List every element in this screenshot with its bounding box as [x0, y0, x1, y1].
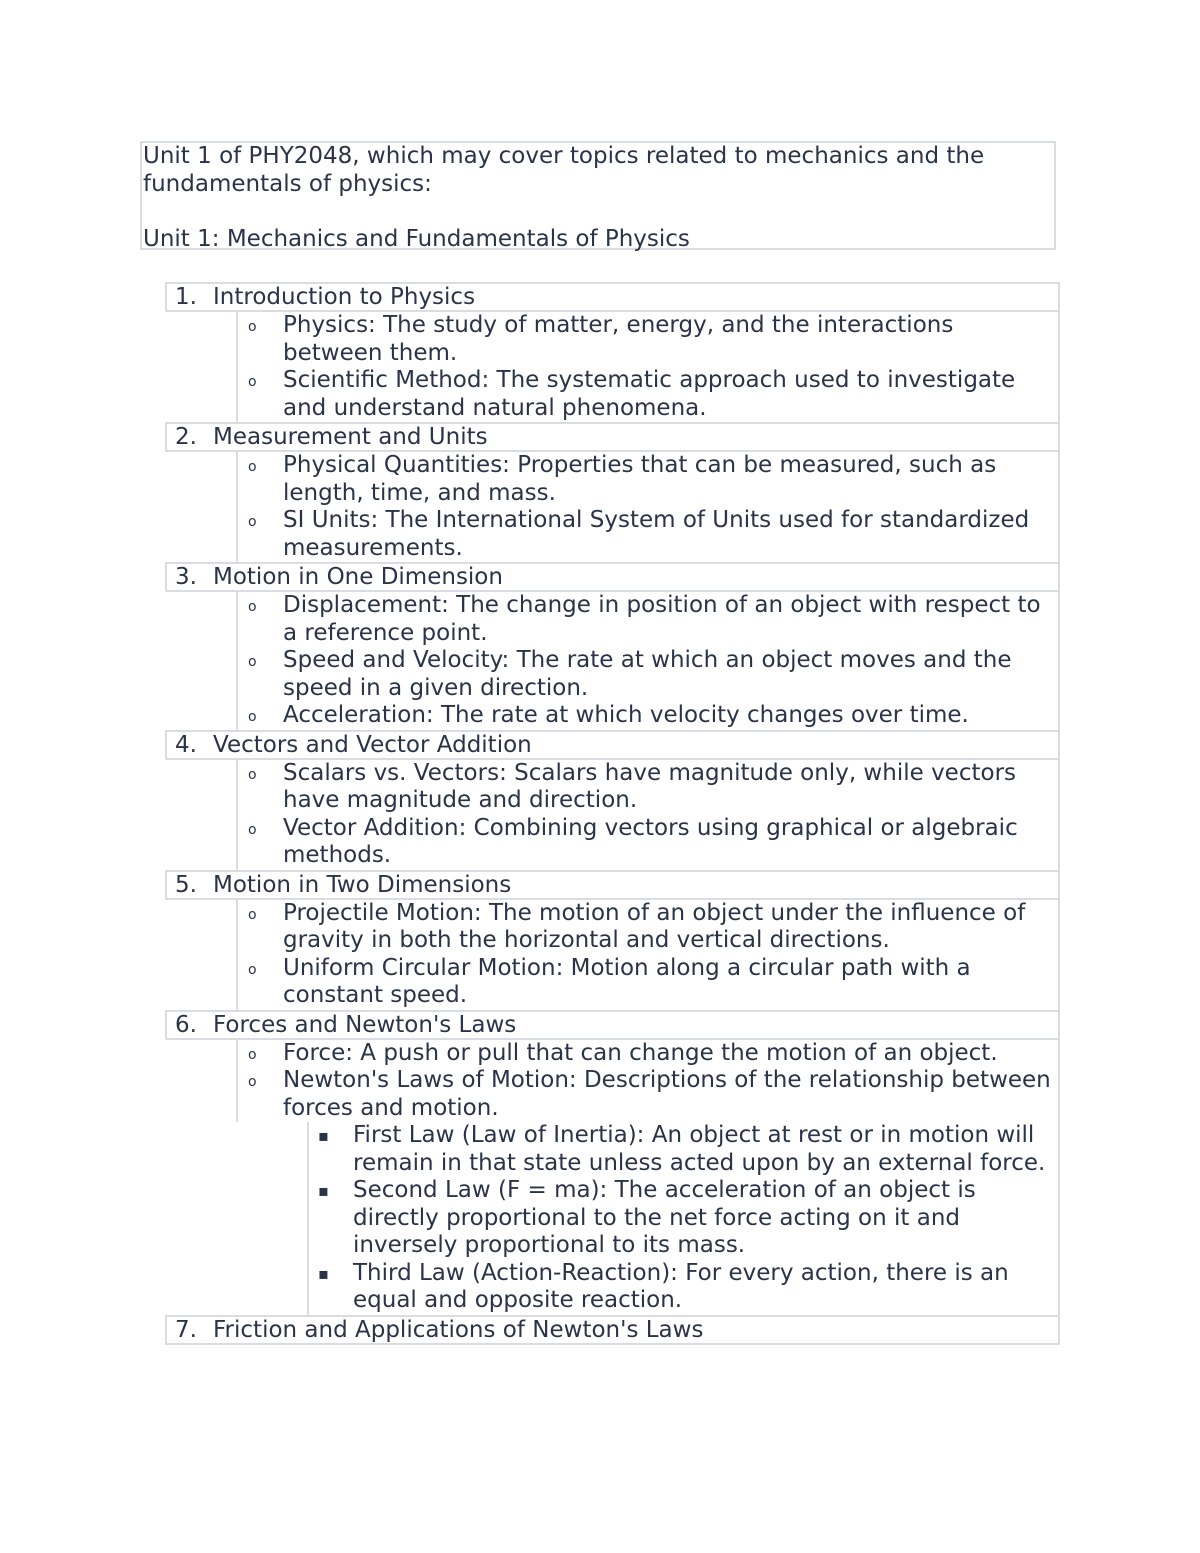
circle-bullet-icon: o: [248, 1046, 257, 1063]
topic-items: [236, 312, 1060, 422]
list-item: o Physical Quantities: Properties that can be measured, such as length, time, and mass.: [248, 452, 997, 506]
intro-box: [140, 141, 1056, 250]
topic-title: Motion in One Dimension: [213, 564, 503, 590]
topic-number: 7.: [175, 1316, 197, 1343]
square-bullet-icon: ▪: [318, 1263, 329, 1283]
topic-items: [236, 900, 1060, 1010]
list-item: o Force: A push or pull that can change the motion of an object.: [248, 1039, 998, 1066]
topic-items: [236, 1040, 1060, 1123]
topic-title: Measurement and Units: [213, 424, 488, 450]
circle-bullet-icon: o: [248, 374, 257, 390]
list-item: ▪ Third Law (Action-Reaction): For every action, there is an equal and opposite reaction.: [318, 1259, 1009, 1313]
list-item: o Scalars vs. Vectors: Scalars have magnitude only, while vectors have magnitude and direction.: [248, 759, 1017, 813]
topic-list: [165, 282, 1060, 1345]
topic-items: [236, 760, 1060, 870]
topic-items: [236, 452, 1060, 562]
square-bullet-icon: ▪: [318, 1126, 329, 1145]
topic-number: 1.: [175, 284, 197, 310]
list-item: o Speed and Velocity: The rate at which an object moves and the speed in a given direction.: [248, 647, 1012, 701]
circle-bullet-icon: o: [248, 961, 257, 978]
list-item: o Scientific Method: The systematic approach used to investigate and understand natural phenomena.: [248, 367, 1016, 421]
square-bullet-icon: ▪: [318, 1181, 329, 1200]
circle-bullet-icon: o: [248, 319, 257, 335]
topic-title: Forces and Newton's Laws: [213, 1011, 517, 1038]
topic-title: Motion in Two Dimensions: [213, 871, 512, 898]
circle-bullet-icon: o: [248, 766, 257, 783]
list-item: ▪ First Law (Law of Inertia): An object at rest or in motion will remain in that state unless acted upon by an external force.: [318, 1122, 1046, 1176]
circle-bullet-icon: o: [248, 654, 257, 670]
list-item: ▪ Second Law (F = ma): The acceleration of an object is directly proportional to the net force acting on it and inversely proportional to its mass.: [318, 1177, 976, 1258]
topic-title: Vectors and Vector Addition: [213, 731, 532, 758]
circle-bullet-icon: o: [248, 514, 257, 530]
newton-laws-list: [307, 1122, 1060, 1315]
topic-heading: [165, 870, 1060, 900]
list-item: o Physics: The study of matter, energy, and the interactions between them.: [248, 312, 954, 366]
topic-heading: [165, 1315, 1060, 1345]
topic-number: 4.: [175, 731, 197, 758]
list-item: o Acceleration: The rate at which velocity changes over time.: [248, 702, 969, 728]
circle-bullet-icon: o: [248, 906, 257, 923]
topic-items: [236, 592, 1060, 730]
topic-title: Introduction to Physics: [213, 284, 476, 310]
list-item: o Projectile Motion: The motion of an object under the influence of gravity in both the horizontal and vertical directions.: [248, 899, 1026, 953]
circle-bullet-icon: o: [248, 599, 257, 615]
topic-heading: [165, 562, 1060, 592]
topic-number: 2.: [175, 424, 197, 450]
topic-heading: [165, 730, 1060, 760]
topic-number: 5.: [175, 871, 197, 898]
circle-bullet-icon: o: [248, 1074, 257, 1090]
list-item: o Vector Addition: Combining vectors using graphical or algebraic methods.: [248, 814, 1018, 868]
topic-number: 3.: [175, 564, 197, 590]
intro-line: Unit 1 of PHY2048, which may cover topics related to mechanics and the fundamentals of physics:: [143, 143, 985, 197]
topic-number: 6.: [175, 1011, 197, 1038]
circle-bullet-icon: o: [248, 709, 257, 725]
circle-bullet-icon: o: [248, 821, 257, 838]
list-item: o Newton's Laws of Motion: Descriptions of the relationship between forces and motion.: [248, 1067, 1051, 1121]
topic-heading: [165, 1010, 1060, 1040]
list-item: o SI Units: The International System of Units used for standardized measurements.: [248, 507, 1030, 561]
topic-heading: [165, 282, 1060, 312]
topic-heading: [165, 422, 1060, 452]
topic-title: Friction and Applications of Newton's Laws: [213, 1316, 704, 1343]
unit-title: Unit 1: Mechanics and Fundamentals of Physics: [143, 226, 690, 252]
circle-bullet-icon: o: [248, 459, 257, 475]
list-item: o Uniform Circular Motion: Motion along a circular path with a constant speed.: [248, 954, 971, 1008]
list-item: o Displacement: The change in position of an object with respect to a reference point.: [248, 592, 1041, 646]
